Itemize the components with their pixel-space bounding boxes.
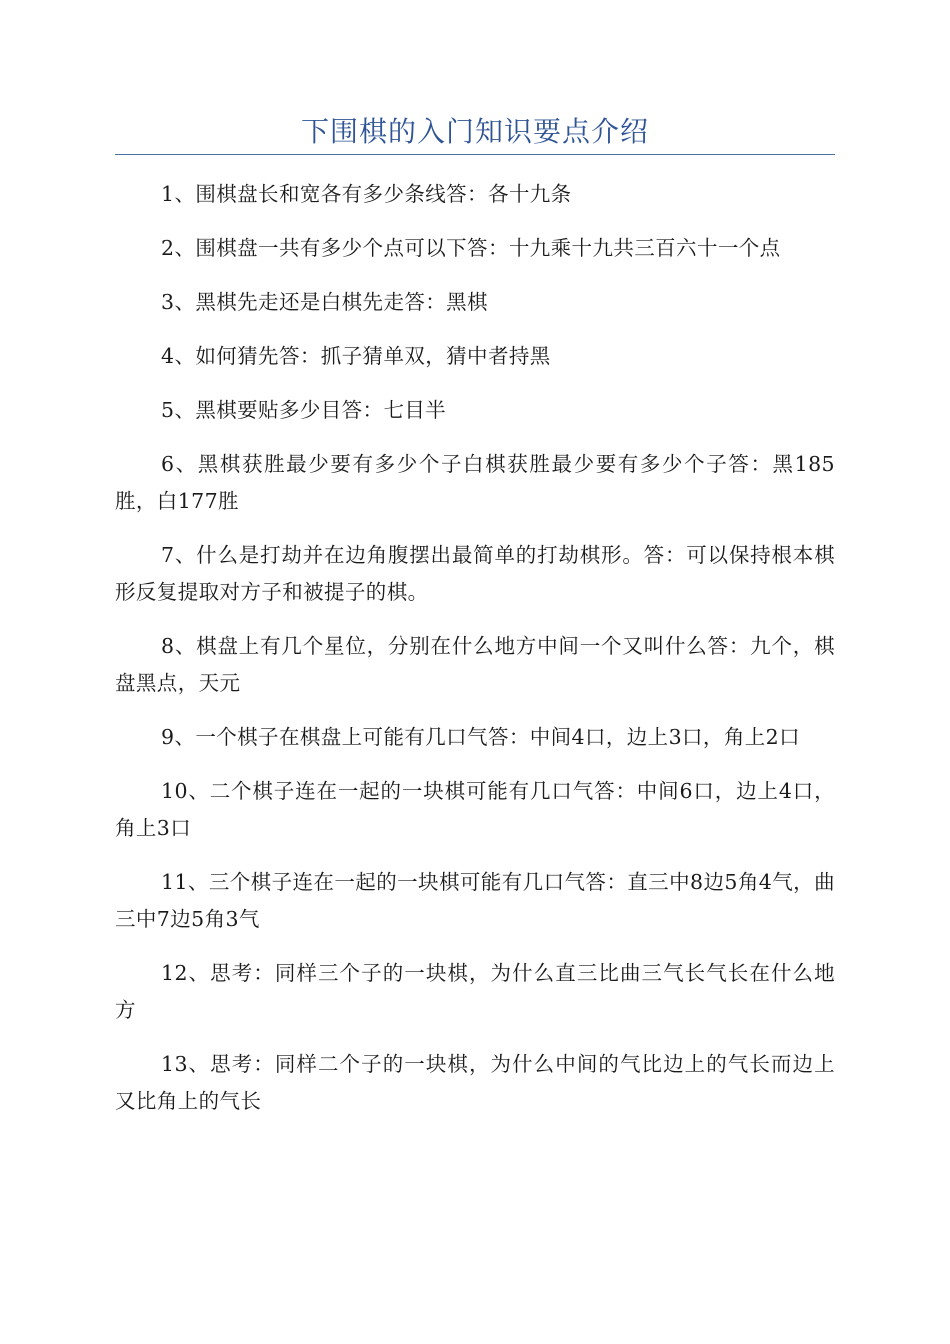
- paragraph-1: 1、围棋盘长和宽各有多少条线答：各十九条: [161, 182, 572, 206]
- title-underline: [115, 154, 835, 155]
- document-body: [115, 176, 835, 1137]
- paragraph-6: 6、黑棋获胜最少要有多少个子白棋获胜最少要有多少个子答：黑185胜，白177胜: [115, 452, 835, 513]
- paragraph-8: 8、棋盘上有几个星位，分别在什么地方中间一个又叫什么答：九个，棋盘黑点，天元: [115, 634, 835, 695]
- paragraph-13: 13、思考：同样二个子的一块棋，为什么中间的气比边上的气长而边上又比角上的气长: [115, 1052, 835, 1113]
- paragraph-2: 2、围棋盘一共有多少个点可以下答：十九乘十九共三百六十一个点: [161, 236, 781, 260]
- paragraph-12: 12、思考：同样三个子的一块棋，为什么直三比曲三气长气长在什么地方: [115, 961, 835, 1022]
- paragraph-5: 5、黑棋要贴多少目答：七目半: [161, 398, 447, 422]
- paragraph-9: 9、一个棋子在棋盘上可能有几口气答：中间4口，边上3口，角上2口: [161, 725, 800, 749]
- paragraph-4: 4、如何猜先答：抓子猜单双，猜中者持黑: [161, 344, 551, 368]
- paragraph-11: 11、三个棋子连在一起的一块棋可能有几口气答：直三中8边5角4气，曲三中7边5角3气: [115, 870, 835, 931]
- paragraph-10: 10、二个棋子连在一起的一块棋可能有几口气答：中间6口，边上4口，角上3口: [115, 779, 835, 840]
- paragraph-3: 3、黑棋先走还是白棋先走答：黑棋: [161, 290, 488, 314]
- paragraph-7: 7、什么是打劫并在边角腹摆出最简单的打劫棋形。答：可以保持根本棋形反复提取对方子和被提子的棋。: [115, 543, 835, 604]
- document-title: 下围棋的入门知识要点介绍: [300, 115, 649, 148]
